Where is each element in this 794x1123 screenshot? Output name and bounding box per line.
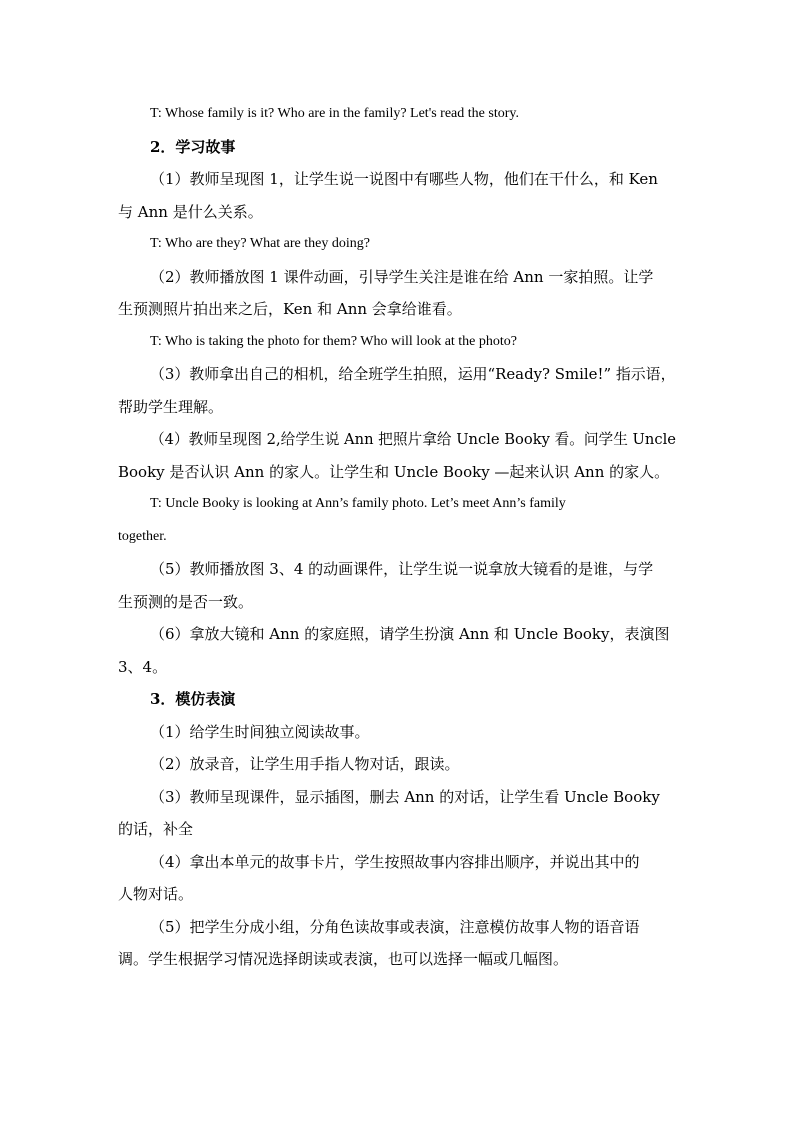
paragraph-line: 与 Ann 是什么关系。 — [118, 203, 263, 221]
paragraph-line: （2）放录音，让学生用手指人物对话，跟读。 — [150, 755, 460, 773]
paragraph-line: 帮助学生理解。 — [118, 398, 224, 416]
paragraph-line: （6）拿放大镜和 Ann 的家庭照，请学生扮演 Ann 和 Uncle Booky，表演图 — [150, 625, 670, 643]
teacher-question-line: T: Who are they? What are they doing? — [150, 236, 370, 251]
teacher-question-line: T: Whose family is it? Who are in the family? Let's read the story. — [150, 106, 519, 121]
section-heading-imitate-perform: 3．模仿表演 — [150, 690, 236, 708]
section-heading-learn-story: 2．学习故事 — [150, 138, 236, 156]
paragraph-line: （4）教师呈现图 2,给学生说 Ann 把照片拿给 Uncle Booky 看。问学生 Uncle — [150, 430, 676, 448]
paragraph-line: （1）教师呈现图 1，让学生说一说图中有哪些人物，他们在干什么，和 Ken — [150, 170, 658, 188]
paragraph-line: （1）给学生时间独立阅读故事。 — [150, 723, 370, 741]
paragraph-line: （2）教师播放图 1 课件动画，引导学生关注是谁在给 Ann 一家拍照。让学 — [150, 268, 654, 286]
teacher-question-line: together. — [118, 529, 167, 544]
paragraph-line: （3）教师呈现课件，显示插图，删去 Ann 的对话，让学生看 Uncle Booky — [150, 788, 660, 806]
paragraph-line: 人物对话。 — [118, 885, 194, 903]
paragraph-line: （4）拿出本单元的故事卡片，学生按照故事内容排出顺序，并说出其中的 — [150, 853, 640, 871]
paragraph-line: 3、4。 — [118, 658, 168, 676]
teacher-question-line: T: Uncle Booky is looking at Ann’s family photo. Let’s meet Ann’s family — [150, 496, 566, 511]
paragraph-line: （5）教师播放图 3、4 的动画课件，让学生说一说拿放大镜看的是谁，与学 — [150, 560, 654, 578]
paragraph-line: （5）把学生分成小组，分角色读故事或表演，注意模仿故事人物的语音语 — [150, 918, 640, 936]
paragraph-line: 调。学生根据学习情况选择朗读或表演，也可以选择一幅或几幅图。 — [118, 950, 569, 968]
paragraph-line: 生预测的是否一致。 — [118, 593, 254, 611]
paragraph-line: 的话，补全 — [118, 820, 194, 838]
teacher-question-line: T: Who is taking the photo for them? Who will look at the photo? — [150, 334, 518, 349]
paragraph-line: （3）教师拿出自己的相机，给全班学生拍照，运用“Ready? Smile!” 指示语， — [150, 365, 676, 383]
paragraph-line: Booky 是否认识 Ann 的家人。让学生和 Uncle Booky —起来认识 Ann 的家人。 — [118, 463, 670, 481]
paragraph-line: 生预测照片拍出来之后，Ken 和 Ann 会拿给谁看。 — [118, 300, 462, 318]
